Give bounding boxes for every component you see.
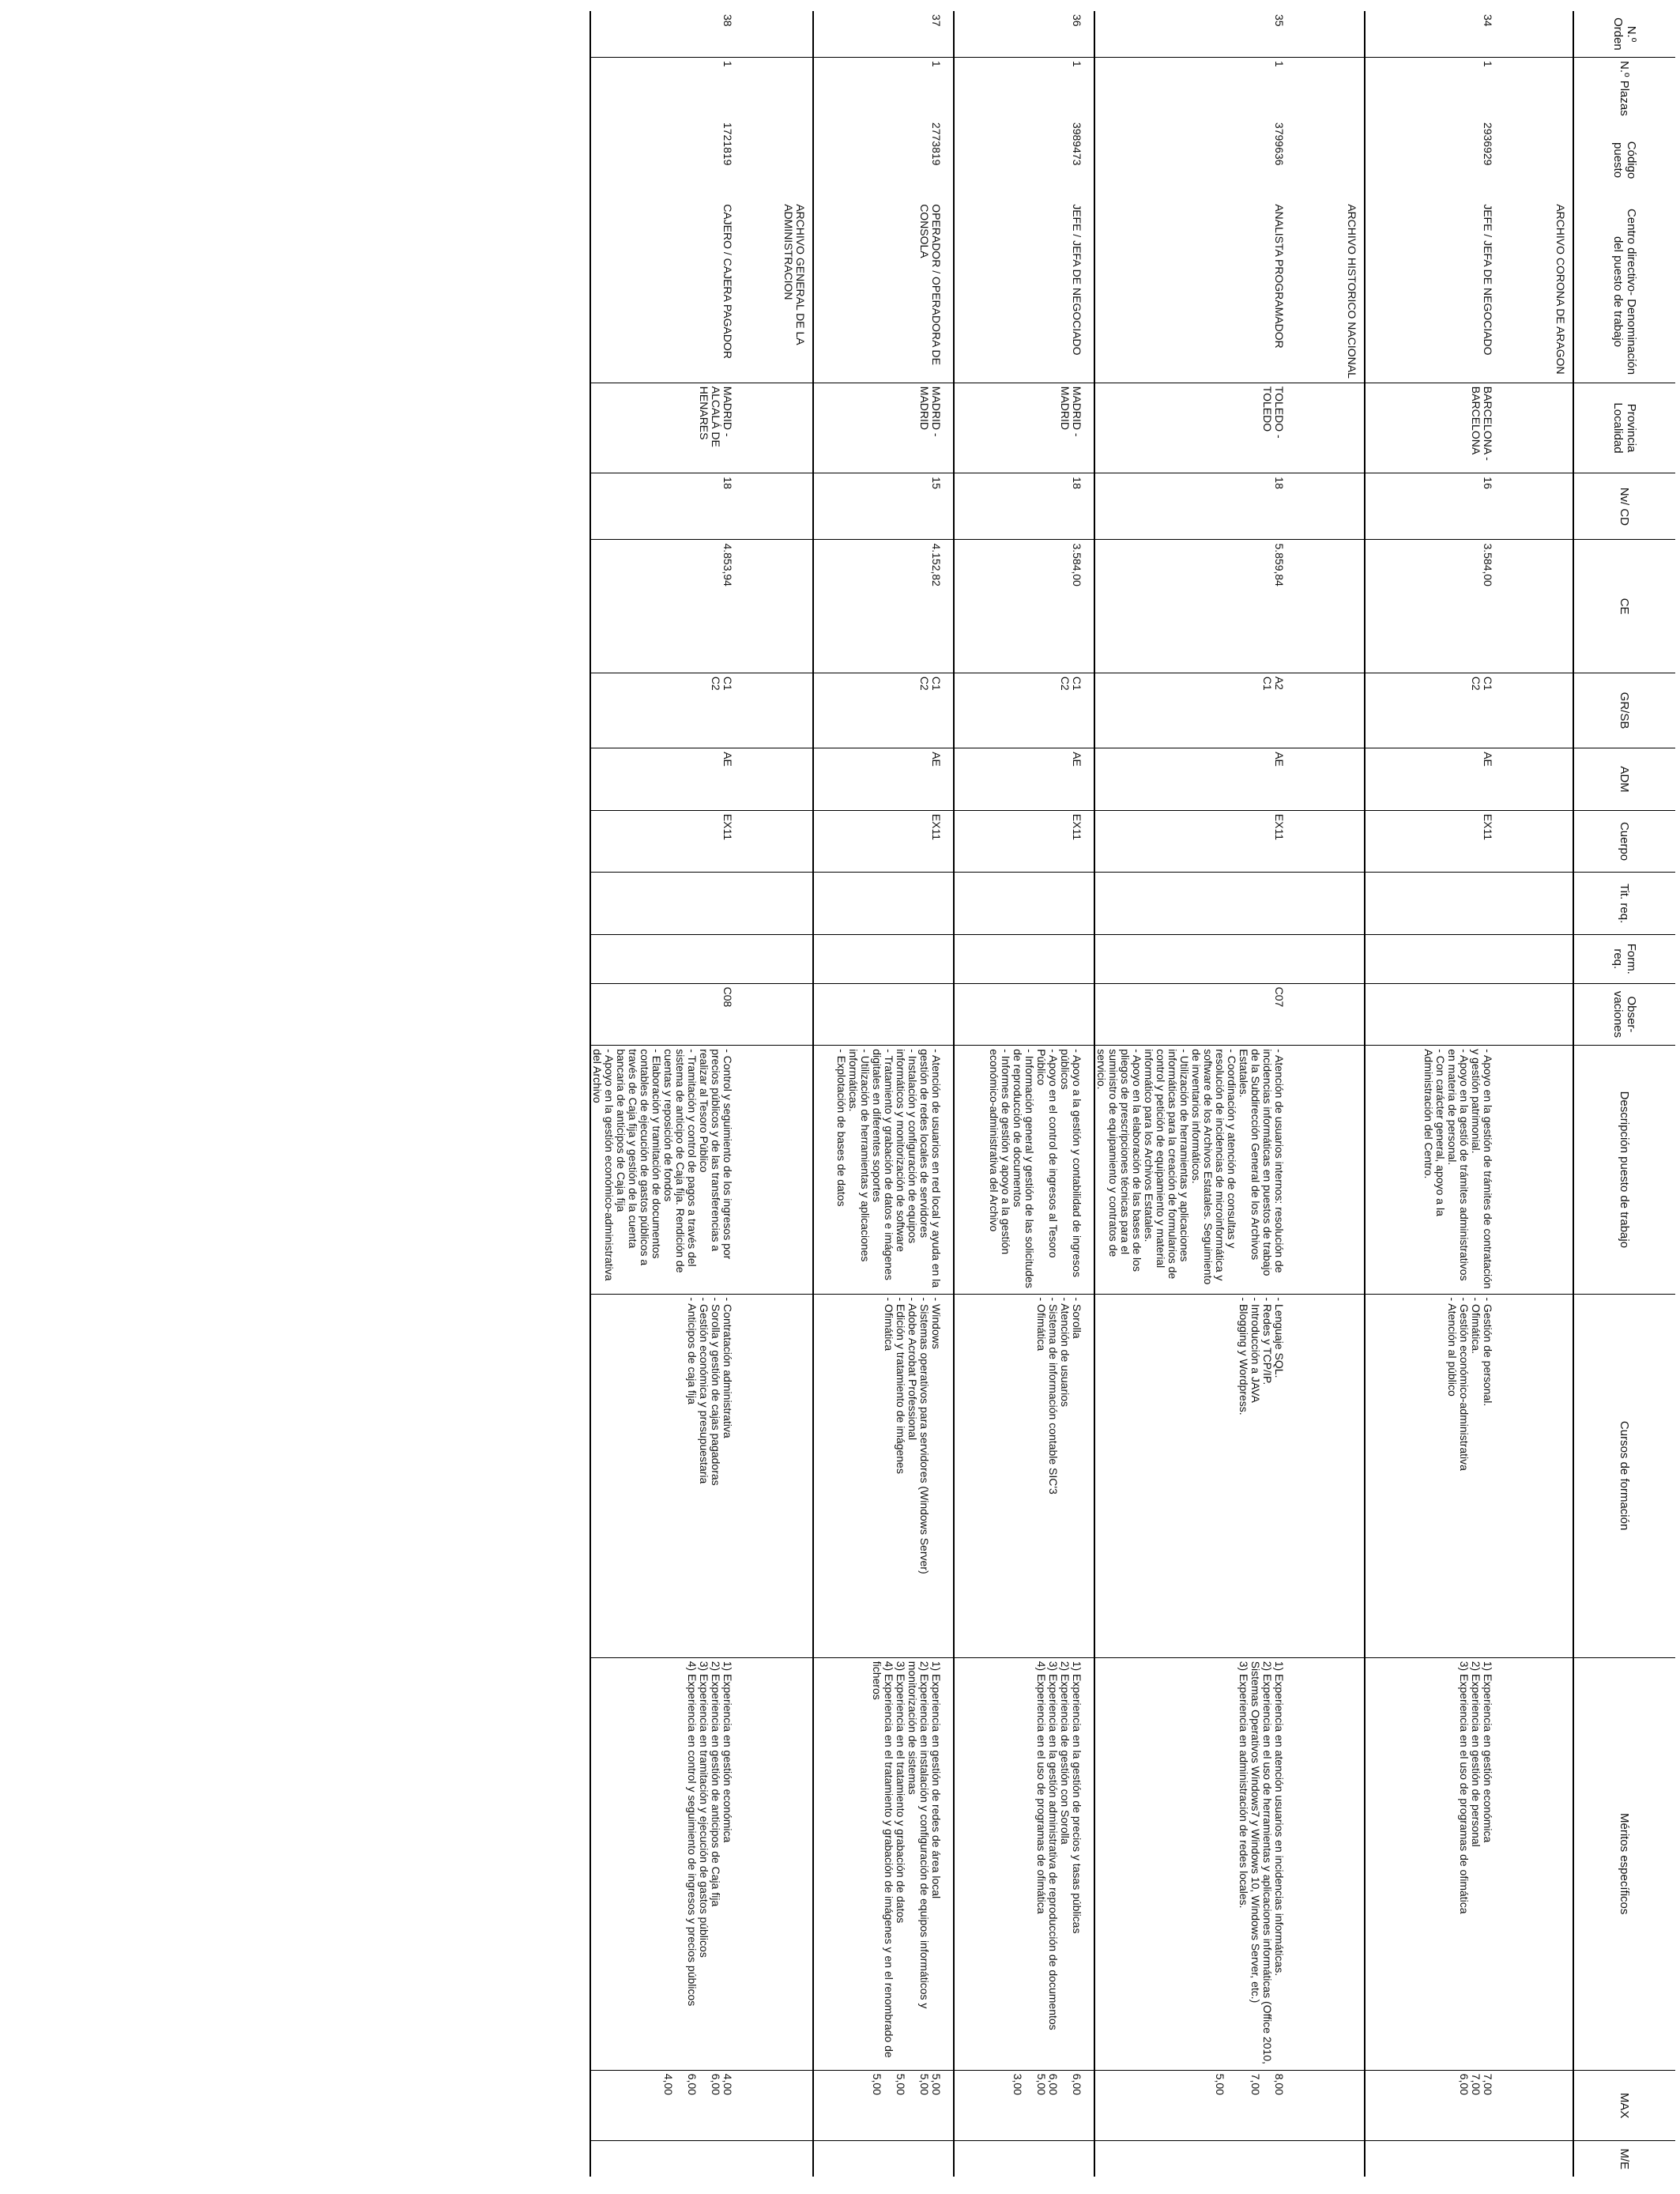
max-cell: 4,00 6,00 6,00 4,00	[590, 2070, 744, 2141]
plazas-cell: 1	[1094, 57, 1296, 119]
codigo-cell: 3989473	[954, 119, 1094, 201]
titulo-cell	[1365, 873, 1505, 935]
meritos-cell: 1) Experiencia en atención usuarios en incidencias informáticas. 2) Experiencia en el uso de herramientas y aplicaciones informáticas (Office 2010, Sistemas Operativos Windows7 y Windows 10, Windows Server, etc.) 3) Experiencia en administración de redes locales.	[1094, 1657, 1296, 2070]
provincia-cell: MADRID - ALCALÁ DE HENARES	[590, 383, 744, 473]
header-provincia: Provincia Localidad	[1573, 383, 1675, 473]
table-row	[813, 11, 954, 2177]
cuerpo-cell: EX11	[1094, 810, 1296, 873]
orden-cell: 36	[954, 11, 1094, 57]
grupo-cell: A2 C1	[1094, 673, 1296, 748]
meritos-cell: 1) Experiencia en gestión económica 2) Experiencia en gestión de personal 3) Experiencia en el uso de programas de ofimática	[1365, 1657, 1505, 2070]
ce-cell: 3.584,00	[954, 540, 1094, 673]
cursos-cell: - Windows - Sistemas operativos para servidores (Windows Server) - Adobe Acrobat Professional - Edición y tratamiento de imágenes - Ofimática	[813, 1294, 954, 1657]
orden-cell: 34	[1365, 11, 1505, 57]
adm-cell: AE	[1094, 748, 1296, 811]
observaciones-cell	[954, 983, 1094, 1046]
orden-cell: 38	[590, 11, 744, 57]
max-cell: 5,00 5,00 5,00 5,00	[813, 2070, 954, 2141]
header-cursos: Cursos de formación	[1573, 1294, 1675, 1657]
ce-cell: 4.152,82	[813, 540, 954, 673]
nivel-cell: 18	[1094, 473, 1296, 540]
header-max: MAX	[1573, 2070, 1675, 2141]
provincia-cell: TOLEDO - TOLEDO	[1094, 383, 1296, 473]
descripcion-cell: - Atención de usuarios internos: resolución de incidencias informáticas en puestos de trabajo de la Subdirección General de los Archivos Estatales. - Coordinación y atención de consultas y resolución de incidencias de microinformática y software de los Archivos Estatales. Seguimiento de inventarios informáticos. - Utilización de herramientas y aplicaciones informáticas para la creación de formularios de control y petición de equipamiento y material informático para los Archivos Estatales. - Apoyo en la elaboración de las bases de los pliegos de prescripciones técnicas para el suministro de equipamiento y contratos de servicio.	[1094, 1046, 1296, 1294]
adm-cell: AE	[590, 748, 744, 811]
header-cuerpo: Cuerpo	[1573, 810, 1675, 873]
max-cell: 6,00 6,00 5,00 3,00	[954, 2070, 1094, 2141]
nivel-cell: 16	[1365, 473, 1505, 540]
centro-row	[1296, 11, 1365, 2177]
me-cell	[1094, 2141, 1296, 2177]
formacion-cell	[590, 934, 744, 983]
header-row	[1573, 11, 1675, 2177]
cursos-cell: - Contratación administrativa - Sorolla y gestión de cajas pagadoras - Gestión económica y presupuestaria - Anticipos de caja fija	[590, 1294, 744, 1657]
observaciones-cell: C08	[590, 983, 744, 1046]
me-cell	[590, 2141, 744, 2177]
max-cell: 7,00 7,00 6,00	[1365, 2070, 1505, 2141]
meritos-cell: 1) Experiencia en gestión económica 2) Experiencia en gestión de anticipos de Caja fija 3) Experiencia en tramitación y ejecución de gastos públicos 4) Experiencia en control y seguimiento de ingresos y precios públicos	[590, 1657, 744, 2070]
table-row	[1094, 11, 1296, 2177]
titulo-cell	[1094, 873, 1296, 935]
table-row	[1365, 11, 1505, 2177]
observaciones-cell: C07	[1094, 983, 1296, 1046]
centro-row	[744, 11, 813, 2177]
provincia-cell: BARCELONA - BARCELONA	[1365, 383, 1505, 473]
header-codigo: Código puesto	[1573, 119, 1675, 201]
header-nivel: Nv/ CD	[1573, 473, 1675, 540]
header-centro: Centro directivo- Denominación del puesto de trabajo	[1573, 201, 1675, 383]
orden-cell: 35	[1094, 11, 1296, 57]
ce-cell: 4.853,94	[590, 540, 744, 673]
centro-row	[1505, 11, 1573, 2177]
me-cell	[1365, 2141, 1505, 2177]
denominacion-cell: CAJERO / CAJERA PAGADOR	[590, 201, 744, 383]
cuerpo-cell: EX11	[813, 810, 954, 873]
header-adm: ADM	[1573, 748, 1675, 811]
orden-cell: 37	[813, 11, 954, 57]
centro-label: ARCHIVO HISTORICO NACIONAL	[1346, 204, 1358, 379]
header-grupo: GR/SB	[1573, 673, 1675, 748]
observaciones-cell	[1365, 983, 1505, 1046]
grupo-cell: C1 C2	[954, 673, 1094, 748]
cuerpo-cell: EX11	[1365, 810, 1505, 873]
nivel-cell: 18	[954, 473, 1094, 540]
codigo-cell: 2936929	[1365, 119, 1505, 201]
header-ce: CE	[1573, 540, 1675, 673]
plazas-cell: 1	[1365, 57, 1505, 119]
formacion-cell	[1365, 934, 1505, 983]
me-cell	[954, 2141, 1094, 2177]
ce-cell: 3.584,00	[1365, 540, 1505, 673]
nivel-cell: 15	[813, 473, 954, 540]
header-formacion: Form. req.	[1573, 934, 1675, 983]
titulo-cell	[590, 873, 744, 935]
formacion-cell	[1094, 934, 1296, 983]
nivel-cell: 18	[590, 473, 744, 540]
observaciones-cell	[813, 983, 954, 1046]
centro-label: ARCHIVO CORONA DE ARAGON	[1554, 204, 1567, 375]
denominacion-cell: JEFE / JEFA DE NEGOCIADO	[954, 201, 1094, 383]
adm-cell: AE	[954, 748, 1094, 811]
centro-label: ARCHIVO GENERAL DE LA ADMINISTRACION	[782, 204, 807, 345]
provincia-cell: MADRID - MADRID	[813, 383, 954, 473]
cursos-cell: - Sorolla - Atención de usuarios - Sistema de información contable SIC'3 - Ofimática	[954, 1294, 1094, 1657]
grupo-cell: C1 C2	[590, 673, 744, 748]
cursos-cell: - Lenguaje SQL. - Redes y TCP/IP. - Introducción a JAVA - Blogging y Wordpress.	[1094, 1294, 1296, 1657]
codigo-cell: 2773819	[813, 119, 954, 201]
provincia-cell: MADRID - MADRID	[954, 383, 1094, 473]
formacion-cell	[954, 934, 1094, 983]
formacion-cell	[813, 934, 954, 983]
denominacion-cell: JEFE / JEFA DE NEGOCIADO	[1365, 201, 1505, 383]
plazas-cell: 1	[590, 57, 744, 119]
header-meritos: Méritos específicos	[1573, 1657, 1675, 2070]
denominacion-cell: OPERADOR / OPERADORA DE CONSOLA	[813, 201, 954, 383]
cuerpo-cell: EX11	[590, 810, 744, 873]
grupo-cell: C1 C2	[1365, 673, 1505, 748]
meritos-cell: 1) Experiencia en la gestión de precios y tasas públicas 2) Experiencia de gestión con Sorolla 3) Experiencia en la gestión administrativa de reproducción de documentos 4) Experiencia en el uso de programas de ofimática	[954, 1657, 1094, 2070]
plazas-cell: 1	[813, 57, 954, 119]
header-orden: N.º Orden	[1573, 11, 1675, 57]
descripcion-cell: - Apoyo en la gestión de trámites de contratación y gestión patrimonial. - Apoyo en la gestió de trámites administrativos en materia de personal. - Con carácter general, apoyo a la Administración del Centro.	[1365, 1046, 1505, 1294]
descripcion-cell: - Atención de usuarios en red local y ayuda en la gestión de redes locales de servidores - Instalación y configuración de equipos informáticos y monitorización de software - Tratamiento y grabación de datos e imágenes digitales en diferentes soportes - Utilización de herramientas y aplicaciones informáticas. - Explotación de bases de datos	[813, 1046, 954, 1294]
header-plazas: N.º Plazas	[1573, 57, 1675, 119]
header-observaciones: Obser- vaciones	[1573, 983, 1675, 1046]
header-titulo: Tit. req.	[1573, 873, 1675, 935]
header-me: M/E	[1573, 2141, 1675, 2177]
denominacion-cell: ANALISTA PROGRAMADOR	[1094, 201, 1296, 383]
titulo-cell	[954, 873, 1094, 935]
puestos-table	[590, 11, 1675, 2177]
descripcion-cell: - Control y seguimiento de los ingresos por precios públicos y de las transferencias a realizar al Tesoro Público - Tramitación y control de pagos a través del sistema de anticipo de Caja fija. Rendición de cuentas y reposición de fondos - Elaboración y tramitación de documentos contables de ejecución de gastos públicos a través de Caja fija y gestión de la cuenta bancaria de anticipos de Caja fija - Apoyo en la gestión económico-administrativa del Archivo	[590, 1046, 744, 1294]
cuerpo-cell: EX11	[954, 810, 1094, 873]
grupo-cell: C1 C2	[813, 673, 954, 748]
cursos-cell: - Gestión de personal. - Ofimática. - Gestión económico-administrativa - Atención al público	[1365, 1294, 1505, 1657]
table-row	[590, 11, 744, 2177]
ce-cell: 5.859,84	[1094, 540, 1296, 673]
me-cell	[813, 2141, 954, 2177]
table-row	[954, 11, 1094, 2177]
plazas-cell: 1	[954, 57, 1094, 119]
adm-cell: AE	[813, 748, 954, 811]
meritos-cell: 1) Experiencia en gestión de redes de área local 2) Experiencia en instalación y configuración de equipos informáticos y monitorización de sistemas 3) Experiencia en el tratamiento y grabación de datos 4) Experiencia en el tratamiento y grabación de imágenes y en el renombrado de ficheros	[813, 1657, 954, 2070]
codigo-cell: 1721819	[590, 119, 744, 201]
titulo-cell	[813, 873, 954, 935]
codigo-cell: 3799636	[1094, 119, 1296, 201]
adm-cell: AE	[1365, 748, 1505, 811]
descripcion-cell: - Apoyo a la gestión y contabilidad de ingresos públicos - Apoyo en el control de ingresos al Tesoro Público - Información general y gestión de las solicitudes de reproducción de documentos - Informes de gestión y apoyo a la gestión económico-administrativa del Archivo	[954, 1046, 1094, 1294]
max-cell: 8,00 7,00 5,00	[1094, 2070, 1296, 2141]
header-descripcion: Descripción puesto de trabajo	[1573, 1046, 1675, 1294]
